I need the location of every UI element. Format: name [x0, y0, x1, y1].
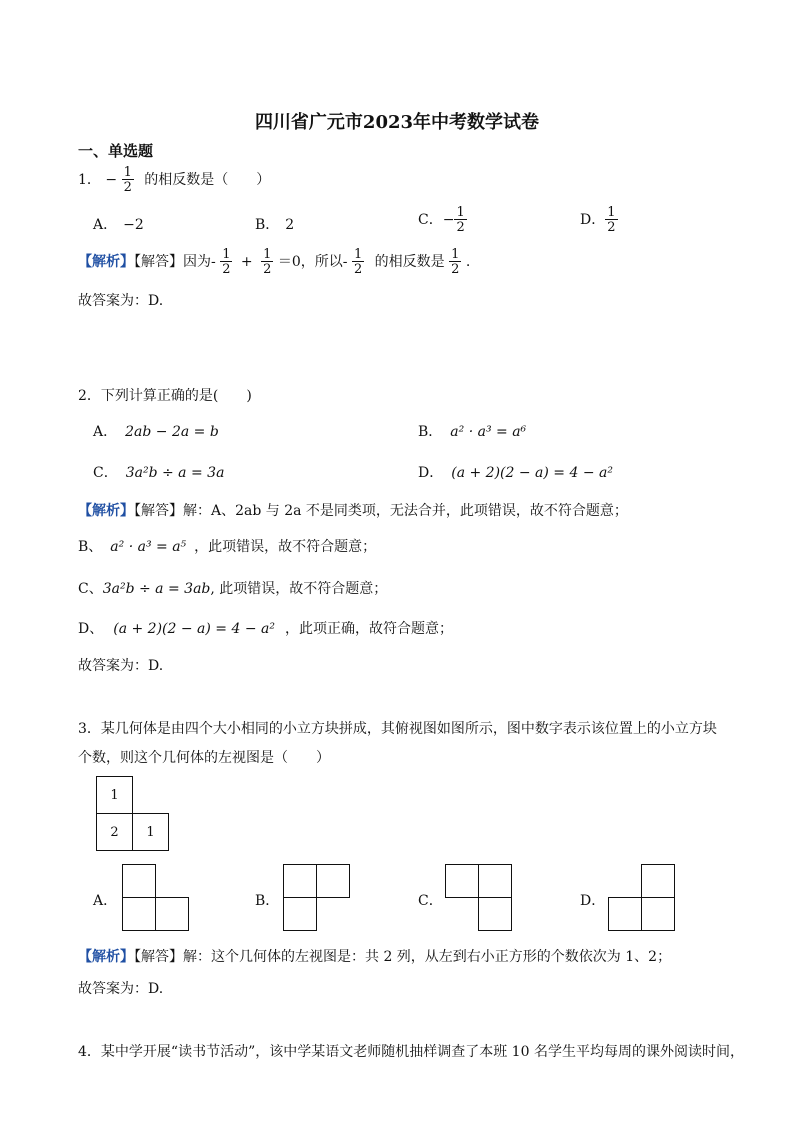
q3-option-d-label[interactable]: D． — [580, 893, 606, 909]
top-view-cell: 2 — [96, 813, 133, 851]
q2-option-a[interactable]: A． 2ab − 2a = b — [93, 424, 219, 440]
q3-option-c-label[interactable]: C． — [418, 893, 443, 909]
q2-explanation-1: 【解析】【解答】解：A、2ab 与 2a 不是同类项，无法合并，此项错误，故不符合题意； — [78, 503, 628, 519]
q1-option-b[interactable]: B． 2 — [255, 217, 295, 233]
q2-option-b[interactable]: B． a² · a³ = a⁶ — [418, 424, 527, 440]
q3-final-answer: 故答案为：D. — [78, 981, 164, 997]
q2-option-d[interactable]: D． (a + 2)(2 − a) = 4 − a² — [418, 465, 613, 481]
stem-text: 的相反数是（ ） — [144, 172, 271, 188]
question-3-stem-line2: 个数，则这个几何体的左视图是（ ） — [78, 750, 330, 766]
section-heading: 一、单选题 — [78, 142, 154, 160]
q1-option-c[interactable]: C．− $\frac{1}{2}$ — [418, 205, 465, 235]
q1-final-answer: 故答案为：D. — [78, 293, 164, 309]
q2-final-answer: 故答案为：D. — [78, 658, 164, 674]
top-view-cell: 1 — [132, 813, 169, 851]
minus-sign: − — [105, 172, 118, 188]
q3-option-b-label[interactable]: B． — [255, 893, 280, 909]
question-number: 1． — [78, 172, 101, 188]
question-4-stem: 4．某中学开展“读书节活动”，该中学某语文老师随机抽样调查了本班 10 名学生平均每周的课外阅读时间， — [78, 1044, 744, 1060]
q1-explanation: 【解析】【解答】因为- $\frac{1}{2}$ + $\frac{1}{2}$ ＝0，所以- $\frac{1}{2}$ 的相反数是 $\frac{1}{2}$ . — [78, 247, 471, 277]
question-2-stem: 2．下列计算正确的是( ) — [78, 388, 252, 404]
fraction: $\frac{1}{2}$ — [123, 165, 132, 195]
analysis-tag: 【解析】 — [78, 503, 134, 519]
question-3-stem-line1: 3．某几何体是由四个大小相同的小立方块拼成，其俯视图如图所示，图中数字表示该位置上的小立方块 — [78, 721, 717, 737]
question-1-stem — [78, 166, 270, 194]
q1-option-a[interactable]: A． −2 — [93, 217, 144, 233]
analysis-tag: 【解析】 — [78, 949, 134, 965]
page-title: 四川省广元市2023年中考数学试卷 — [254, 112, 540, 133]
q2-explanation-3: C、3a²b ÷ a = 3ab, 此项错误，故不符合题意； — [78, 581, 388, 597]
q2-explanation-4: D、 (a + 2)(2 − a) = 4 − a² ，此项正确，故符合题意； — [78, 621, 453, 637]
q2-option-c[interactable]: C． 3a²b ÷ a = 3a — [93, 465, 225, 481]
q3-explanation: 【解析】【解答】解：这个几何体的左视图是：共 2 列，从左到右小正方形的个数依次为 1、2； — [78, 949, 672, 965]
q1-option-d[interactable]: D． $\frac{1}{2}$ — [580, 205, 616, 235]
top-view-cell: 1 — [96, 776, 133, 814]
q3-option-a-label[interactable]: A． — [93, 893, 118, 909]
analysis-tag: 【解析】 — [78, 254, 134, 270]
q2-explanation-2: B、 a² · a³ = a⁵ ，此项错误，故不符合题意； — [78, 539, 377, 555]
